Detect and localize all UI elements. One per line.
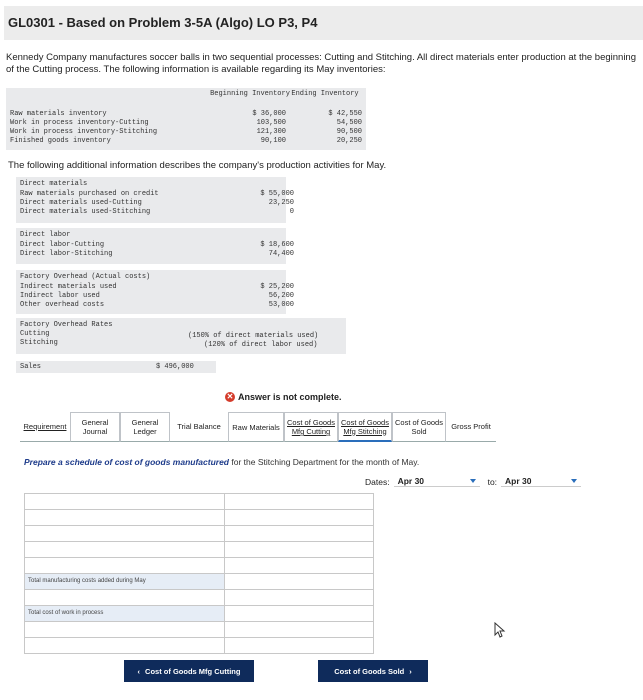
row-amount-input[interactable]: [225, 638, 373, 653]
table-row: [24, 558, 374, 574]
row-amount-input[interactable]: [225, 510, 373, 525]
row-amount-input[interactable]: [225, 526, 373, 541]
table-row: [24, 510, 374, 526]
inventory-ending: 20,250: [336, 137, 362, 145]
dates-label: Dates:: [365, 476, 390, 487]
total-wip-row: [24, 606, 374, 622]
inventory-label: Work in process inventory-Stitching: [10, 128, 158, 136]
total-wip-input[interactable]: [225, 606, 373, 621]
table-row: [24, 638, 374, 654]
tab-label: Raw Materials: [232, 422, 280, 432]
table-row: [24, 526, 374, 542]
factory-overhead-block: [16, 270, 294, 314]
row-label-input[interactable]: [25, 510, 225, 525]
direct-labor-block: [16, 228, 294, 264]
row-amount-input[interactable]: [225, 622, 373, 637]
mouse-cursor-icon: [494, 622, 506, 638]
block-value: $ 18,600: [260, 241, 294, 249]
tab-label: Cost of Goods Mfg Cutting: [287, 418, 335, 436]
sales-label: Sales: [20, 363, 42, 371]
tab-raw-materials[interactable]: [228, 412, 284, 442]
chevron-right-icon: ›: [409, 666, 412, 676]
page-title: GL0301 - Based on Problem 3-5A (Algo) LO P3, P4: [4, 6, 643, 40]
row-amount-input[interactable]: [225, 558, 373, 573]
inventory-label: Finished goods inventory: [10, 137, 111, 145]
row-amount-input[interactable]: [225, 494, 373, 509]
date-to-select[interactable]: [501, 476, 581, 487]
inventory-table: [6, 88, 366, 150]
rate-label-stitching: Stitching: [20, 339, 58, 347]
table-row: [24, 493, 374, 510]
total-added-label: Total manufacturing costs added during May: [25, 574, 225, 589]
block-label: Direct labor-Stitching: [20, 250, 113, 258]
row-amount-input[interactable]: [225, 542, 373, 557]
row-label-input[interactable]: [25, 542, 225, 557]
chevron-left-icon: ‹: [137, 666, 141, 676]
next-tab-button[interactable]: [318, 660, 428, 682]
tab-general-ledger[interactable]: [120, 412, 170, 442]
block-label: Other overhead costs: [20, 301, 105, 309]
tab-label: Cost of Goods Mfg Stitching: [341, 417, 389, 436]
block-value: $ 25,200: [260, 283, 294, 291]
prev-tab-button[interactable]: [124, 660, 254, 682]
table-row: [24, 542, 374, 558]
block-label: Indirect labor used: [20, 292, 100, 300]
block-value: 56,200: [268, 292, 294, 300]
inventory-beginning: 121,300: [256, 128, 286, 136]
rate-label-cutting: Cutting: [20, 330, 50, 338]
tab-label: Gross Profit: [451, 422, 491, 431]
rate-value-cutting: (150% of direct materials used): [188, 332, 319, 340]
block-heading: Direct materials: [20, 180, 88, 188]
row-label-input[interactable]: [25, 494, 225, 509]
inventory-label: Work in process inventory-Cutting: [10, 119, 149, 127]
block-heading: Factory Overhead Rates: [20, 321, 113, 329]
schedule-table: [24, 493, 374, 654]
rate-value-stitching: (120% of direct labor used): [204, 341, 318, 349]
problem-intro: Kennedy Company manufactures soccer balls in two sequential processes: Cutting and Stitching. All direct materials enter production at the beginning of the Cutting process. The following information is available regarding its May inventories:: [6, 52, 636, 75]
sales-value: $ 496,000: [156, 363, 194, 371]
tab-label: Trial Balance: [177, 422, 221, 431]
chevron-down-icon: [571, 479, 577, 483]
block-value: 23,250: [268, 199, 294, 207]
row-label-input[interactable]: [25, 638, 225, 653]
tab-general-journal[interactable]: [70, 412, 120, 442]
row-label-input[interactable]: [25, 590, 225, 605]
instruction-emphasis: Prepare a schedule of cost of goods manufactured: [24, 457, 229, 467]
row-amount-input[interactable]: [225, 590, 373, 605]
answer-status-text: Answer is not complete.: [238, 392, 342, 402]
tab-trial-balance[interactable]: [170, 412, 228, 442]
dates-to-label: to:: [487, 476, 498, 487]
tab-cogm-cutting[interactable]: [284, 412, 338, 442]
date-range: [365, 476, 581, 487]
total-wip-label: Total cost of work in process: [25, 606, 225, 621]
sales-block: [16, 361, 216, 373]
total-added-row: [24, 574, 374, 590]
inventory-beginning: 90,100: [260, 137, 286, 145]
block-value: $ 55,000: [260, 190, 294, 198]
block-value: 53,000: [268, 301, 294, 309]
row-label-input[interactable]: [25, 526, 225, 541]
block-label: Direct labor-Cutting: [20, 241, 105, 249]
tab-gross-profit[interactable]: [446, 412, 496, 442]
tab-cost-of-goods-sold[interactable]: [392, 412, 446, 442]
error-x-icon: ✕: [226, 392, 234, 401]
tab-label: General Ledger: [131, 418, 159, 436]
tab-label: Cost of Goods Sold: [395, 418, 443, 436]
tab-requirement[interactable]: [20, 412, 70, 442]
row-label-input[interactable]: [25, 622, 225, 637]
inventory-beginning: $ 36,000: [252, 110, 286, 118]
inventory-ending: 54,500: [336, 119, 362, 127]
instruction-rest: for the Stitching Department for the month of May.: [229, 457, 420, 467]
block-heading: Direct labor: [20, 231, 71, 239]
block-label: Raw materials purchased on credit: [20, 190, 159, 198]
inventory-ending: 90,500: [336, 128, 362, 136]
overhead-rates-block: [16, 318, 346, 354]
prev-tab-label: Cost of Goods Mfg Cutting: [145, 666, 241, 676]
additional-info-text: The following additional information describes the company's production activities for May.: [8, 160, 387, 171]
table-row: [24, 622, 374, 638]
total-added-input[interactable]: [225, 574, 373, 589]
block-label: Direct materials used-Stitching: [20, 208, 151, 216]
block-heading: Factory Overhead (Actual costs): [20, 273, 151, 281]
answer-status: [225, 392, 342, 402]
header-beginning: Beginning Inventory: [210, 90, 290, 98]
inventory-beginning: 103,500: [256, 119, 286, 127]
date-from-value: Apr 30: [397, 476, 425, 486]
block-value: 0: [289, 208, 294, 216]
table-row: [24, 590, 374, 606]
inventory-label: Raw materials inventory: [10, 110, 107, 118]
next-tab-label: Cost of Goods Sold: [334, 666, 405, 676]
date-to-value: Apr 30: [505, 476, 532, 486]
header-ending: Ending Inventory: [291, 90, 359, 98]
block-value: 74,400: [268, 250, 294, 258]
tab-label: Requirement: [23, 422, 67, 431]
tab-label: General Journal: [81, 418, 109, 436]
block-label: Indirect materials used: [20, 283, 117, 291]
direct-materials-block: [16, 177, 294, 223]
block-label: Direct materials used-Cutting: [20, 199, 142, 207]
date-from-select[interactable]: [394, 476, 480, 487]
instruction: [24, 457, 419, 467]
tab-cogm-stitching[interactable]: [338, 412, 392, 442]
chevron-down-icon: [470, 479, 476, 483]
tab-bar: [20, 412, 620, 442]
inventory-ending: $ 42,550: [328, 110, 362, 118]
row-label-input[interactable]: [25, 558, 225, 573]
